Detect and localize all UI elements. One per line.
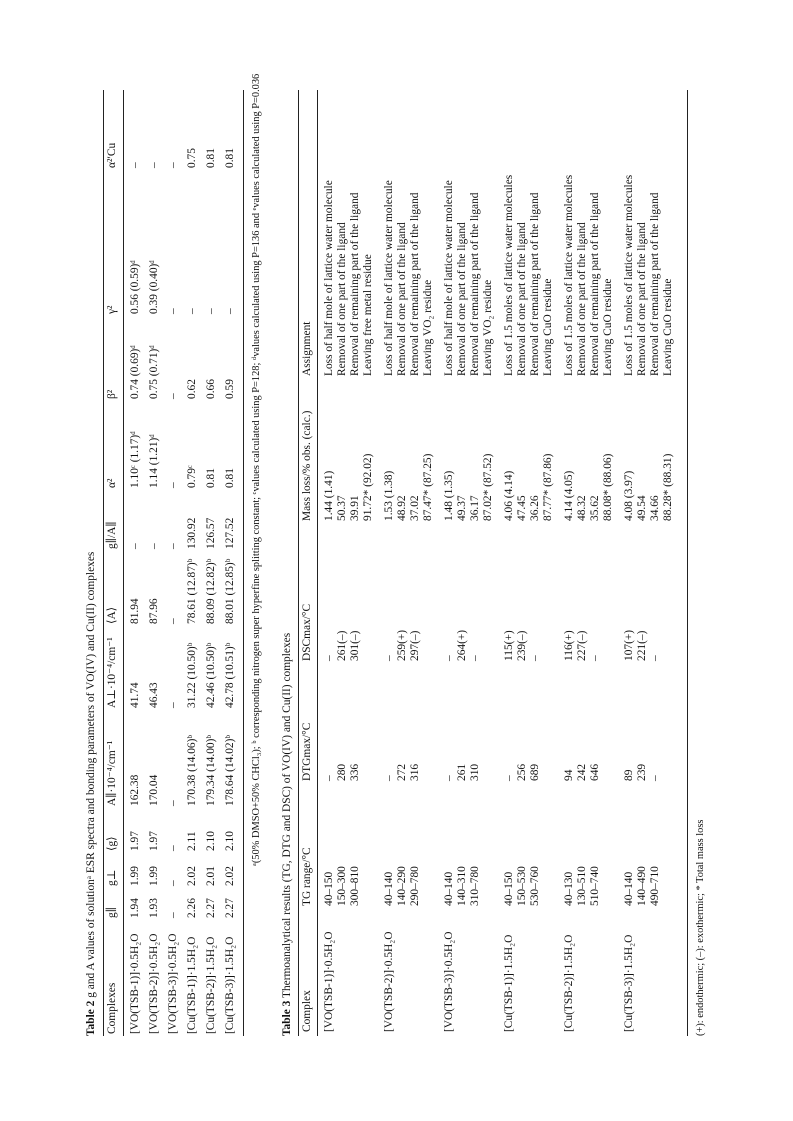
table2-col-header: α²′Cu <box>106 142 118 168</box>
table3-complex-name: [Cu(TSB-1)]·1.5H₂O <box>503 934 515 1032</box>
table3-cell: 510–740 <box>589 866 601 906</box>
table3-cell: 40–150 <box>503 871 515 906</box>
rotated-page <box>85 73 713 1036</box>
table3-cell: 1.44 (1.41) <box>323 470 335 521</box>
table3-cell: Loss of half mole of lattice water molecule <box>443 180 455 376</box>
table2-cell: – <box>167 543 179 549</box>
table3-complex-name: [Cu(TSB-3)]·1.5H₂O <box>623 934 635 1032</box>
table2-caption <box>85 552 99 1036</box>
table2-cell: 0.81 <box>224 148 236 168</box>
table3-cell: 94 <box>563 769 575 781</box>
table3-cell: Leaving free metal residue <box>362 254 374 376</box>
table3-cell: Removal of one part of the ligand <box>396 222 408 376</box>
table3-cell: Removal of one part of the ligand <box>336 222 348 376</box>
table3-complex-name: [VO(TSB-2)]·0.5H₂O <box>383 931 395 1032</box>
table2-cell: 2.02 <box>224 866 236 886</box>
table2-header-rule <box>123 90 124 1036</box>
table2-col-header: Complexes <box>106 982 118 1034</box>
table2-cell: 1.14 (1.21)ᵈ <box>148 434 160 488</box>
table3-cell: – <box>469 655 481 661</box>
table2-cell: 0.81 <box>205 468 217 488</box>
table3-cell: 256 <box>516 763 528 781</box>
table2-cell: 2.10 <box>205 831 217 851</box>
table3-cell: 115(+) <box>503 630 515 661</box>
table2-cell: – <box>148 543 160 549</box>
table2-cell: – <box>205 308 217 314</box>
table2-cell: 130.92 <box>186 517 198 549</box>
table3-cell: 310 <box>469 763 481 781</box>
table2-cell: 126.57 <box>205 517 217 549</box>
table3-cell: 1.53 (1.38) <box>383 470 395 521</box>
table3-cell: 301(–) <box>349 630 361 661</box>
table2-cell: 41.74 <box>129 682 141 708</box>
table3-cell: 35.62 <box>589 495 601 521</box>
table3-cell: 4.14 (4.05) <box>563 470 575 521</box>
table3-cell: 40–150 <box>323 871 335 906</box>
table3-cell: 87.47* (87.25) <box>422 453 434 521</box>
table3-cell: – <box>649 775 661 781</box>
table3-cell: Loss of 1.5 moles of lattice water molecules <box>563 174 575 376</box>
table3-cell: – <box>443 655 455 661</box>
table3-cell: 242 <box>576 763 588 781</box>
table3-cell: – <box>383 655 395 661</box>
table2-cell: 42.46 (10.50)ᵇ <box>205 642 217 708</box>
table3-cell: 107(+) <box>623 629 635 661</box>
table2-cell: – <box>167 800 179 806</box>
table3-cell: 259(+) <box>396 629 408 661</box>
table2-cell: 2.11 <box>186 831 198 851</box>
table3-cell: Leaving CuO residue <box>662 278 674 376</box>
table2-cell: 0.62 <box>186 379 198 399</box>
table2-complex-name: [VO(TSB-3)]·0.5H₂O <box>167 933 179 1034</box>
table3-cell: 50.37 <box>336 495 348 521</box>
table2-cell: 81.94 <box>129 598 141 624</box>
table3-cell: 646 <box>589 763 601 781</box>
table2-cell: 162.38 <box>129 774 141 806</box>
table2-cell: 2.26 <box>186 898 198 918</box>
table3-cell: – <box>649 655 661 661</box>
table3-cell: 290–780 <box>409 866 421 906</box>
table3-cell: 261(–) <box>336 630 348 661</box>
table3-complex-name: [VO(TSB-1)]·0.5H₂O <box>323 931 335 1032</box>
table3-cell: 530–760 <box>529 866 541 906</box>
table2-cell: – <box>167 162 179 168</box>
table3-cell: 239(–) <box>516 630 528 661</box>
table3-cell: – <box>443 775 455 781</box>
table3-cell: 336 <box>349 763 361 781</box>
table3-col-header: DSCmax/°C <box>301 603 313 661</box>
table2-cell: – <box>148 162 160 168</box>
table3-cell: 39.91 <box>349 495 361 521</box>
table2-cell: 178.64 (14.02)ᵇ <box>224 735 236 806</box>
table2-col-header: A∥·10⁻⁴/cm⁻¹ <box>106 740 118 806</box>
table3-cell: 490–710 <box>649 866 661 906</box>
table3-cell: Loss of 1.5 moles of lattice water molecules <box>503 174 515 376</box>
table3-bottom-rule <box>687 90 688 1036</box>
table3-cell: 297(–) <box>409 630 421 661</box>
table2-cell: – <box>224 308 236 314</box>
table3-cell: 48.32 <box>576 495 588 521</box>
table2-bottom-rule <box>243 90 244 1036</box>
table2-col-header: g∥ <box>106 907 118 918</box>
table2-caption-text: g and A values of solutionᵃ ESR spectra and bonding parameters of VO(IV) and Cu(II) complexes <box>85 551 97 998</box>
table3-cell: 140–290 <box>396 866 408 906</box>
table3-cell: – <box>503 775 515 781</box>
table3-cell: 36.17 <box>469 495 481 521</box>
table2-label: Table 2 <box>85 1000 97 1036</box>
table3-cell: 49.54 <box>636 495 648 521</box>
table3-cell: 40–140 <box>623 871 635 906</box>
table3-cell: 280 <box>336 763 348 781</box>
table3-cell: 87.02* (87.52) <box>482 453 494 521</box>
table2-cell: 42.78 (10.51)ᵇ <box>224 642 236 708</box>
table2-cell: – <box>167 308 179 314</box>
table2-col-header: A⊥·10⁻⁴/cm⁻¹ <box>106 637 118 708</box>
table3-col-header: Assignment <box>301 321 313 376</box>
table3-cell: 87.77* (87.86) <box>542 453 554 521</box>
table3-complex-name: [Cu(TSB-2)]·1.5H₂O <box>563 934 575 1032</box>
table2-cell: – <box>167 880 179 886</box>
table3-cell: – <box>383 775 395 781</box>
table2-cell: 2.02 <box>186 866 198 886</box>
table2-cell: 0.56 (0.59)ᵈ <box>129 260 141 314</box>
table3-cell: 40–130 <box>563 871 575 906</box>
table2-cell: – <box>167 845 179 851</box>
table2-cell: 2.27 <box>224 898 236 918</box>
table2-cell: 0.66 <box>205 379 217 399</box>
table2-cell: – <box>129 162 141 168</box>
table2-cell: 0.81 <box>224 468 236 488</box>
table2-col-header: g⊥ <box>106 869 118 886</box>
table3-label: Table 3 <box>281 1000 293 1036</box>
table3-cell: – <box>323 655 335 661</box>
table3-footnote: (+): endothermic; (–): exothermic; * Total mass loss <box>695 819 706 1036</box>
table3-header-rule <box>317 90 318 1036</box>
table3-cell: 300–810 <box>349 866 361 906</box>
table2-col-header: g∥/A∥ <box>106 521 118 549</box>
table2-complex-name: [Cu(TSB-2)]·1.5H₂O <box>205 936 217 1034</box>
table2-complex-name: [VO(TSB-2)]·0.5H₂O <box>148 933 160 1034</box>
table3-cell: Loss of 1.5 moles of lattice water molecules <box>623 174 635 376</box>
table3-cell: 221(–) <box>636 630 648 661</box>
table3-cell: 49.37 <box>456 495 468 521</box>
table2-cell: 1.99 <box>129 866 141 886</box>
table2-cell: 1.97 <box>129 831 141 851</box>
table3-cell: 88.08* (88.06) <box>602 453 614 521</box>
table3-col-header: Complex <box>301 990 313 1032</box>
table2-col-header: α² <box>106 478 118 488</box>
table3-cell: Loss of half mole of lattice water molecule <box>323 180 335 376</box>
table3-cell: 91.72* (92.02) <box>362 453 374 521</box>
table3-cell: 34.66 <box>649 495 661 521</box>
table3-cell: 48.92 <box>396 495 408 521</box>
table2-cell: 88.09 (12.82)ᵇ <box>205 558 217 624</box>
table2-footnote: ᵃ(50% DMSO+50% CHCl₃); ᵇ corresponding nitrogen super hyperfine splitting constant; ᶜvalues calculated using P=128; ᵈvalues calculated using P=136 and ᵉvalues calculated using P=0.036 <box>251 73 262 866</box>
table2-cell: 1.10ᶜ (1.17)ᵈ <box>129 431 141 488</box>
table2-top-rule <box>103 90 104 1036</box>
table3-cell: Leaving VO₂ residue <box>482 279 494 376</box>
table3-cell: – <box>589 655 601 661</box>
table2-cell: 127.52 <box>224 517 236 549</box>
table2-cell: 0.39 (0.40)ᵈ <box>148 260 160 314</box>
table2-cell: – <box>167 702 179 708</box>
table2-cell: 0.79ᶜ <box>186 465 198 488</box>
table2-cell: – <box>129 543 141 549</box>
table2-cell: 0.74 (0.69)ᵈ <box>129 345 141 399</box>
table3-col-header: DTGmax/°C <box>301 722 313 781</box>
table3-cell: 36.26 <box>529 495 541 521</box>
table2-cell: 88.01 (12.85)ᵇ <box>224 558 236 624</box>
table3-cell: 150–300 <box>336 866 348 906</box>
table3-col-header: TG range/°C <box>301 847 313 906</box>
table2-cell: 1.97 <box>148 831 160 851</box>
table3-cell: 47.45 <box>516 495 528 521</box>
table3-cell: 227(–) <box>576 630 588 661</box>
table3-cell: Removal of remaining part of the ligand <box>409 192 421 376</box>
table3-cell: Removal of remaining part of the ligand <box>349 192 361 376</box>
table3-cell: Removal of one part of the ligand <box>516 222 528 376</box>
table3-cell: 37.02 <box>409 495 421 521</box>
table3-top-rule <box>298 90 299 1036</box>
table3-cell: 88.28* (88.31) <box>662 453 674 521</box>
table2-cell: – <box>186 308 198 314</box>
table2-complex-name: [VO(TSB-1)]·0.5H₂O <box>129 933 141 1034</box>
table3-cell: 4.08 (3.97) <box>623 470 635 521</box>
table2-cell: 0.59 <box>224 379 236 399</box>
table3-caption-text: Thermoanalytical results (TG, DTG and DSC) of VO(IV) and Cu(II) complexes <box>281 632 293 998</box>
table2-cell: – <box>167 618 179 624</box>
table3-cell: 310–780 <box>469 866 481 906</box>
table3-cell: Leaving CuO residue <box>542 278 554 376</box>
table2-cell: 2.01 <box>205 866 217 886</box>
table2-cell: 87.96 <box>148 598 160 624</box>
table2-cell: 1.94 <box>129 898 141 918</box>
table3-cell: 40–140 <box>443 871 455 906</box>
table3-cell: 130–510 <box>576 866 588 906</box>
table2-col-header: ⟨A⟩ <box>106 606 118 624</box>
table2-complex-name: [Cu(TSB-1)]·1.5H₂O <box>186 936 198 1034</box>
table3-cell: 140–490 <box>636 866 648 906</box>
table2-cell: – <box>167 393 179 399</box>
table3-cell: Removal of remaining part of the ligand <box>529 192 541 376</box>
table3-cell: Removal of remaining part of the ligand <box>469 192 481 376</box>
table3-cell: 264(+) <box>456 629 468 661</box>
table2-col-header: β² <box>106 389 118 399</box>
table3-cell: Removal of remaining part of the ligand <box>649 192 661 376</box>
table2-cell: 31.22 (10.50)ᵇ <box>186 642 198 708</box>
table2-col-header: γ² <box>106 305 118 314</box>
table3-cell: 261 <box>456 763 468 781</box>
table3-complex-name: [VO(TSB-3)]·0.5H₂O <box>443 931 455 1032</box>
table3-caption <box>281 633 295 1036</box>
table3-cell: 116(+) <box>563 630 575 661</box>
table3-cell: Removal of one part of the ligand <box>636 222 648 376</box>
table2-col-header: ⟨g⟩ <box>106 836 118 851</box>
table3-cell: – <box>323 775 335 781</box>
table2-cell: 1.93 <box>148 898 160 918</box>
table3-cell: Leaving CuO residue <box>602 278 614 376</box>
table3-cell: Removal of remaining part of the ligand <box>589 192 601 376</box>
table3-cell: 4.06 (4.14) <box>503 470 515 521</box>
table3-cell: 40–140 <box>383 871 395 906</box>
table2-complex-name: [Cu(TSB-3)]·1.5H₂O <box>224 936 236 1034</box>
table3-cell: 150–530 <box>516 866 528 906</box>
table3-cell: Removal of one part of the ligand <box>456 222 468 376</box>
table3-cell: Loss of half mole of lattice water molecule <box>383 180 395 376</box>
table2-cell: 0.75 <box>186 148 198 168</box>
table3-cell: Leaving VO₂ residue <box>422 279 434 376</box>
table2-cell: 46.43 <box>148 682 160 708</box>
table3-cell: 272 <box>396 763 408 781</box>
table2-cell: – <box>167 912 179 918</box>
table2-cell: 0.75 (0.71)ᵈ <box>148 345 160 399</box>
table2-cell: 179.34 (14.00)ᵇ <box>205 735 217 806</box>
table2-cell: – <box>167 482 179 488</box>
table2-cell: 2.10 <box>224 831 236 851</box>
table3-cell: 1.48 (1.35) <box>443 470 455 521</box>
table3-cell: 89 <box>623 769 635 781</box>
table3-cell: 140–310 <box>456 866 468 906</box>
table3-cell: 689 <box>529 763 541 781</box>
table2-cell: 170.38 (14.06)ᵇ <box>186 735 198 806</box>
table2-cell: 170.04 <box>148 774 160 806</box>
table3-cell: – <box>529 655 541 661</box>
table3-cell: 316 <box>409 763 421 781</box>
table2-cell: 2.27 <box>205 898 217 918</box>
table2-cell: 1.99 <box>148 866 160 886</box>
table2-cell: 78.61 (12.87)ᵇ <box>186 558 198 624</box>
table2-cell: 0.81 <box>205 148 217 168</box>
table3-cell: Removal of one part of the ligand <box>576 222 588 376</box>
table3-cell: 239 <box>636 763 648 781</box>
table3-col-header: Mass loss/% obs. (calc.) <box>301 410 313 521</box>
